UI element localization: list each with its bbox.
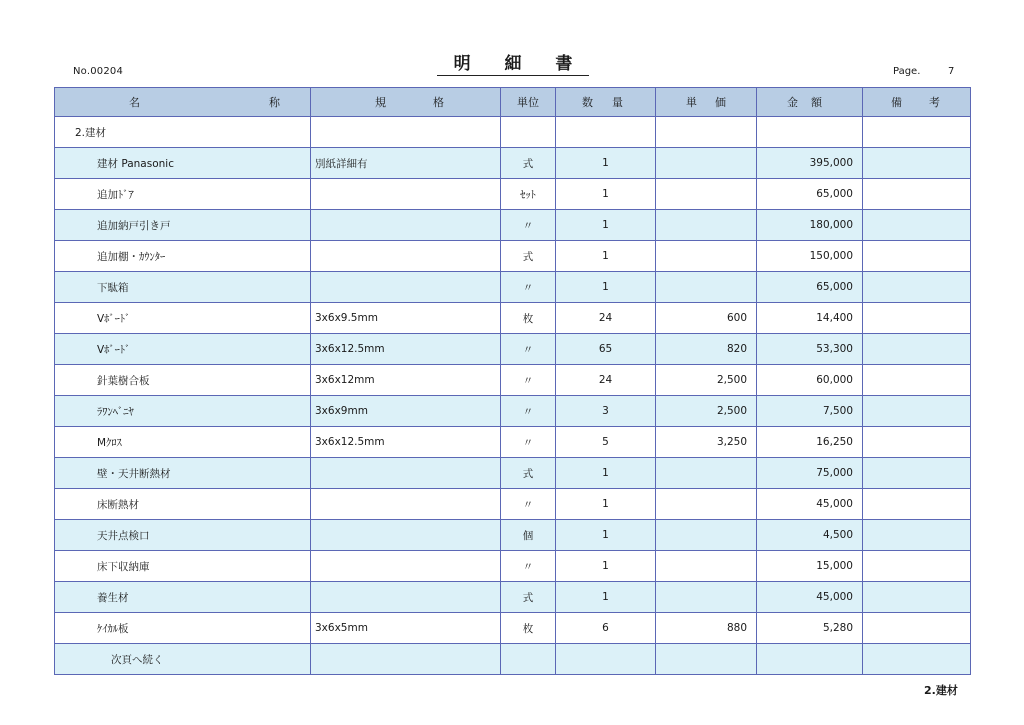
table-row (55, 458, 971, 489)
cell-spec (311, 644, 501, 675)
table-body (55, 117, 971, 675)
cell-price: 2,500 (656, 365, 757, 396)
cell-amount: 45,000 (757, 582, 863, 613)
cell-spec (311, 241, 501, 272)
cell-remarks (863, 334, 971, 365)
cell-spec: 3x6x5mm (311, 613, 501, 644)
cell-spec: 3x6x9.5mm (311, 303, 501, 334)
table-header-row (55, 88, 971, 117)
cell-amount (757, 117, 863, 148)
cell-name: 次頁へ続く (55, 644, 311, 675)
table-row (55, 272, 971, 303)
cell-remarks (863, 427, 971, 458)
table-row (55, 334, 971, 365)
cell-price (656, 458, 757, 489)
cell-qty: 1 (556, 551, 656, 582)
cell-amount: 45,000 (757, 489, 863, 520)
table-row (55, 303, 971, 334)
cell-qty: 1 (556, 520, 656, 551)
table-row (55, 241, 971, 272)
cell-unit: ｾｯﾄ (501, 179, 556, 210)
cell-price (656, 117, 757, 148)
cell-spec (311, 520, 501, 551)
cell-unit: 枚 (501, 613, 556, 644)
document-title: 明 細 書 (437, 54, 589, 76)
cell-price (656, 582, 757, 613)
cell-remarks (863, 148, 971, 179)
cell-price (656, 644, 757, 675)
cell-price (656, 241, 757, 272)
cell-remarks (863, 303, 971, 334)
table-row (55, 179, 971, 210)
cell-amount: 65,000 (757, 272, 863, 303)
cell-amount: 75,000 (757, 458, 863, 489)
cell-unit: 〃 (501, 551, 556, 582)
cell-remarks (863, 272, 971, 303)
cell-qty: 1 (556, 489, 656, 520)
cell-amount: 14,400 (757, 303, 863, 334)
table-row (55, 582, 971, 613)
cell-remarks (863, 489, 971, 520)
cell-amount: 5,280 (757, 613, 863, 644)
table-row (55, 613, 971, 644)
table-row (55, 520, 971, 551)
cell-remarks (863, 520, 971, 551)
cell-price (656, 148, 757, 179)
cell-unit: 〃 (501, 210, 556, 241)
cell-amount: 53,300 (757, 334, 863, 365)
header-spec: 規 格 (311, 88, 501, 117)
cell-amount: 60,000 (757, 365, 863, 396)
table-row (55, 489, 971, 520)
cell-remarks (863, 396, 971, 427)
cell-spec: 別紙詳細有 (311, 148, 501, 179)
table-row (55, 117, 971, 148)
cell-name: 床断熱材 (55, 489, 311, 520)
cell-name: Vﾎﾞｰﾄﾞ (55, 334, 311, 365)
cell-spec: 3x6x12mm (311, 365, 501, 396)
cell-amount: 150,000 (757, 241, 863, 272)
cell-spec (311, 210, 501, 241)
cell-name: Vﾎﾞｰﾄﾞ (55, 303, 311, 334)
cell-qty: 1 (556, 458, 656, 489)
cell-spec (311, 458, 501, 489)
cell-remarks (863, 582, 971, 613)
cell-qty: 1 (556, 148, 656, 179)
cell-name: 2.建材 (55, 117, 311, 148)
cell-name: 下駄箱 (55, 272, 311, 303)
cell-unit: 式 (501, 241, 556, 272)
cell-qty (556, 644, 656, 675)
cell-unit: 〃 (501, 489, 556, 520)
cell-unit: 〃 (501, 272, 556, 303)
cell-price: 3,250 (656, 427, 757, 458)
cell-amount: 16,250 (757, 427, 863, 458)
cell-price: 820 (656, 334, 757, 365)
cell-price (656, 210, 757, 241)
cell-qty: 1 (556, 179, 656, 210)
cell-qty: 1 (556, 272, 656, 303)
cell-remarks (863, 613, 971, 644)
cell-spec (311, 179, 501, 210)
cell-price: 600 (656, 303, 757, 334)
cell-qty: 24 (556, 303, 656, 334)
cell-unit: 〃 (501, 427, 556, 458)
detail-table (54, 87, 971, 675)
table-row (55, 148, 971, 179)
cell-qty: 65 (556, 334, 656, 365)
cell-amount: 4,500 (757, 520, 863, 551)
table-row (55, 551, 971, 582)
table-row (55, 365, 971, 396)
cell-price: 2,500 (656, 396, 757, 427)
cell-amount: 7,500 (757, 396, 863, 427)
cell-name: Mｸﾛｽ (55, 427, 311, 458)
cell-remarks (863, 241, 971, 272)
cell-price (656, 179, 757, 210)
cell-unit: 個 (501, 520, 556, 551)
cell-spec (311, 489, 501, 520)
document-number: No.00204 (73, 66, 124, 77)
page-label: Page. (893, 66, 921, 77)
cell-unit: 〃 (501, 365, 556, 396)
cell-amount: 395,000 (757, 148, 863, 179)
cell-spec (311, 582, 501, 613)
header-remarks: 備 考 (863, 88, 971, 117)
cell-price: 880 (656, 613, 757, 644)
cell-remarks (863, 210, 971, 241)
cell-name: 養生材 (55, 582, 311, 613)
cell-qty: 24 (556, 365, 656, 396)
page-number: 7 (948, 66, 955, 77)
cell-name: 壁・天井断熱材 (55, 458, 311, 489)
cell-name: 追加棚・ｶｳﾝﾀｰ (55, 241, 311, 272)
cell-remarks (863, 365, 971, 396)
header-unit: 単位 (501, 88, 556, 117)
cell-name: 建材 Panasonic (55, 148, 311, 179)
table-row (55, 427, 971, 458)
cell-unit: 式 (501, 582, 556, 613)
cell-name: ﾗﾜﾝﾍﾞﾆﾔ (55, 396, 311, 427)
cell-remarks (863, 179, 971, 210)
cell-price (656, 551, 757, 582)
cell-name: ｹｲｶﾙ板 (55, 613, 311, 644)
table-row (55, 644, 971, 675)
cell-unit: 枚 (501, 303, 556, 334)
cell-price (656, 520, 757, 551)
cell-qty (556, 117, 656, 148)
cell-unit: 式 (501, 458, 556, 489)
header-name: 名 称 (55, 88, 311, 117)
cell-qty: 5 (556, 427, 656, 458)
cell-name: 追加ﾄﾞｱ (55, 179, 311, 210)
cell-qty: 1 (556, 241, 656, 272)
cell-remarks (863, 117, 971, 148)
cell-name: 床下収納庫 (55, 551, 311, 582)
cell-remarks (863, 644, 971, 675)
cell-name: 針葉樹合板 (55, 365, 311, 396)
header-amount: 金 額 (757, 88, 863, 117)
footer-category: 2.建材 (924, 684, 958, 697)
cell-unit (501, 644, 556, 675)
cell-spec: 3x6x12.5mm (311, 334, 501, 365)
cell-amount: 180,000 (757, 210, 863, 241)
cell-amount (757, 644, 863, 675)
cell-spec: 3x6x12.5mm (311, 427, 501, 458)
cell-remarks (863, 551, 971, 582)
cell-name: 天井点検口 (55, 520, 311, 551)
table-row (55, 396, 971, 427)
cell-spec (311, 272, 501, 303)
cell-unit: 〃 (501, 334, 556, 365)
cell-price (656, 272, 757, 303)
cell-qty: 1 (556, 582, 656, 613)
table-row (55, 210, 971, 241)
cell-spec (311, 117, 501, 148)
cell-spec: 3x6x9mm (311, 396, 501, 427)
cell-amount: 15,000 (757, 551, 863, 582)
cell-unit: 式 (501, 148, 556, 179)
header-quantity: 数 量 (556, 88, 656, 117)
cell-remarks (863, 458, 971, 489)
cell-qty: 1 (556, 210, 656, 241)
header-unit-price: 単 価 (656, 88, 757, 117)
cell-unit: 〃 (501, 396, 556, 427)
cell-spec (311, 551, 501, 582)
cell-price (656, 489, 757, 520)
cell-name: 追加納戸引き戸 (55, 210, 311, 241)
cell-qty: 3 (556, 396, 656, 427)
cell-unit (501, 117, 556, 148)
cell-amount: 65,000 (757, 179, 863, 210)
cell-qty: 6 (556, 613, 656, 644)
